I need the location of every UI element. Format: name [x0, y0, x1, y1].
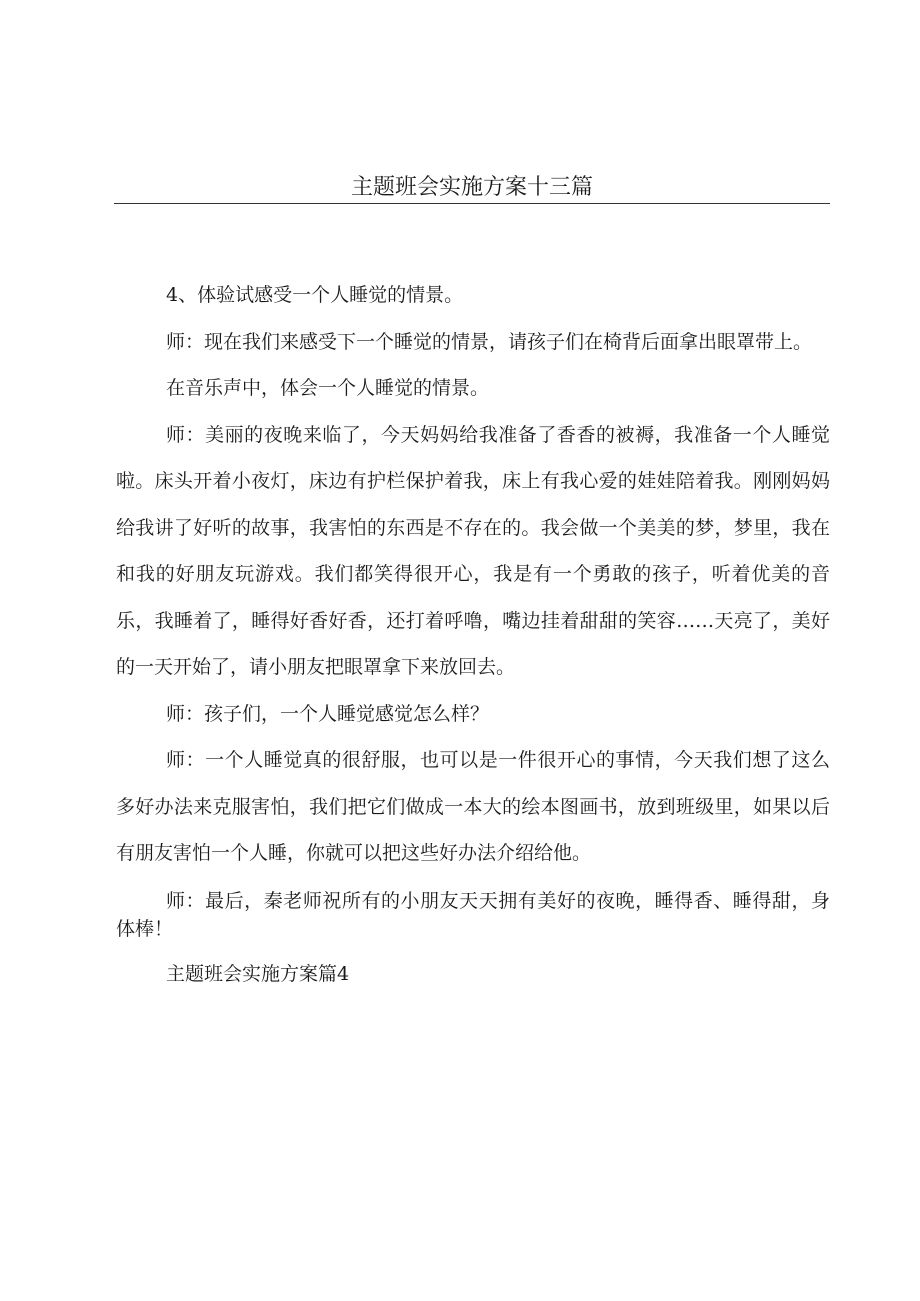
document-title: 主题班会实施方案十三篇 [350, 175, 593, 200]
paragraph-teacher-question: 师：孩子们，一个人睡觉感觉怎么样？ [166, 702, 490, 725]
paragraph-teacher-closing: 师：最后，秦老师祝所有的小朋友天天拥有美好的夜晚，睡得香、睡得甜，身体棒！ [116, 889, 830, 940]
paragraph-step-4: 4、体验试感受一个人睡觉的情景。 [166, 284, 464, 306]
paragraph-teacher-story: 师：美丽的夜晚来临了，今天妈妈给我准备了香香的被褥，我准备一个人睡觉啦。床头开着小夜灯，床边有护栏保护着我，床上有我心爱的娃娃陪着我。刚刚妈妈给我讲了好听的故事，我害怕的东西是不存在的。我会做一个美美的梦，梦里，我在和我的好朋友玩游戏。我们都笑得很开心，我是有一个勇敢的孩子，听着优美的音乐，我睡着了，睡得好香好香，还打着呼噜，嘴边挂着甜甜的笑容……天亮了，美好的一天开始了，请小朋友把眼罩拿下来放回去。 [116, 423, 830, 678]
paragraph-teacher-summary: 师：一个人睡觉真的很舒服，也可以是一件很开心的事情，今天我们想了这么多好办法来克服害怕，我们把它们做成一本大的绘本图画书，放到班级里，如果以后有朋友害怕一个人睡，你就可以把这些好办法介绍给他。 [116, 749, 830, 864]
paragraph-teacher-blindfold: 师：现在我们来感受下一个睡觉的情景，请孩子们在椅背后面拿出眼罩带上。 [166, 330, 813, 353]
document-body [116, 272, 830, 997]
section-heading-plan-4: 主题班会实施方案篇4 [166, 962, 350, 985]
page-header [114, 170, 830, 204]
paragraph-music: 在音乐声中，体会一个人睡觉的情景。 [166, 377, 490, 399]
